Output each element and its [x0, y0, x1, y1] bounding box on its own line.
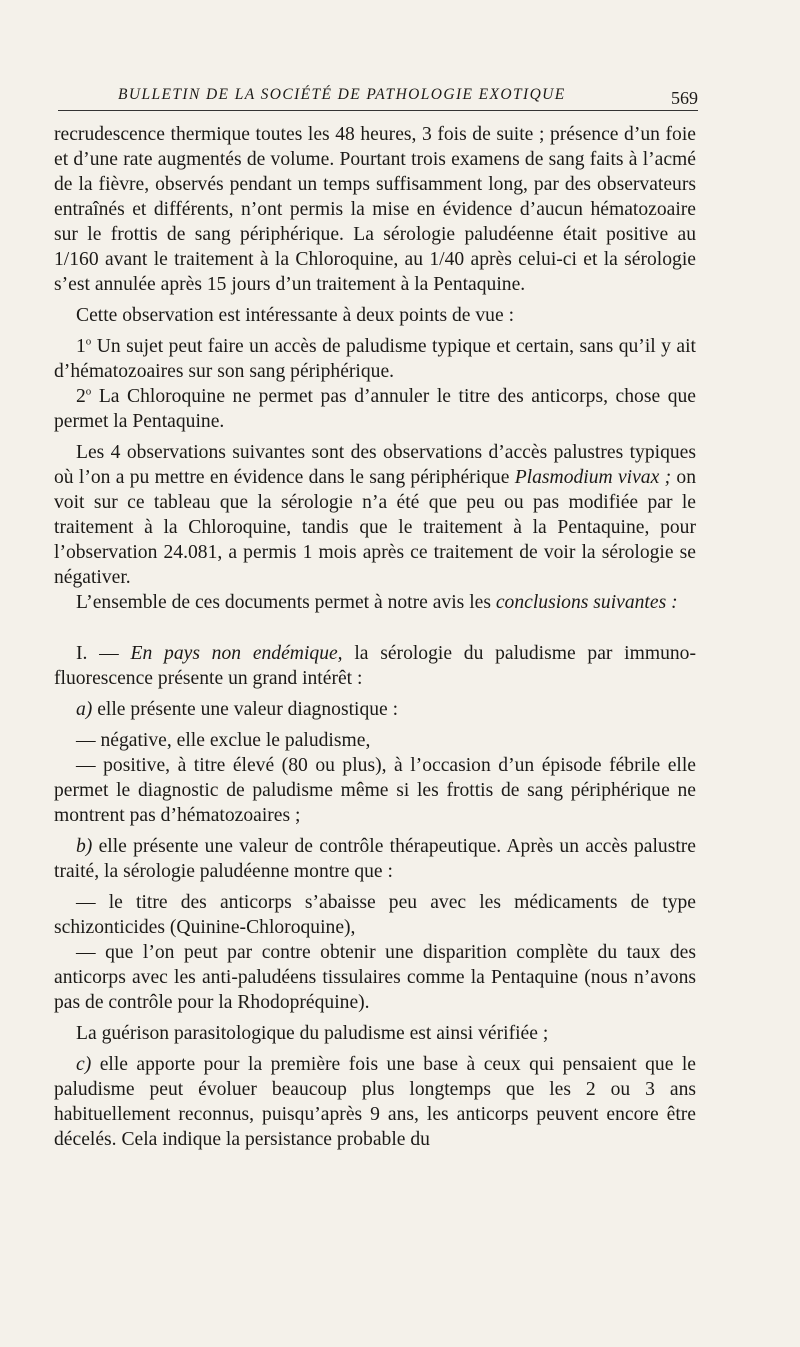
- paragraph-continuation: recrudescence thermique toutes les 48 heures, 3 fois de suite ; présence d’un foie et d’une rate augmentés de volume. Pourtant trois examens de sang faits à l’acmé de la fièvre, observés pendant un temps suffisamment long, par des observateurs entraînés et différents, n’ont permis la mise en évidence d’aucun hématozoaire sur le frottis de sang périphérique. La sérologie paludéenne était positive au 1/160 avant le traitement à la Chloroquine, au 1/40 après celui-ci et la sérologie s’est annulée après 15 jours d’un traitement à la Pentaquine.: [54, 124, 696, 295]
- item-letter: a): [76, 699, 93, 720]
- conclusions-heading: conclusions suivantes :: [495, 592, 678, 613]
- section-number: I. —: [76, 643, 131, 664]
- page-number: 569: [671, 88, 698, 108]
- item-letter: c): [76, 1054, 92, 1075]
- paragraph-section-1: [54, 641, 696, 691]
- body-text: [54, 122, 696, 1152]
- paragraph-observations: [54, 440, 696, 590]
- header-rule: [58, 110, 698, 111]
- page-header: [58, 82, 698, 116]
- text-run: elle apporte pour la première fois une base à ceux qui pensaient que le paludisme peut évoluer beaucoup plus longtemps que les 2 ou 3 ans habituellement reconnus, puisqu’après 9 ans, les anticorps peuvent encore être décelés. Cela indique la persistance probable du: [54, 1054, 696, 1150]
- paragraph-item-b: [54, 834, 696, 884]
- section-title: En pays non endémique,: [130, 643, 343, 664]
- paragraph-point-1: [54, 334, 696, 384]
- paragraph-item-a: [54, 697, 696, 722]
- text-run: on voit sur ce tableau que la sérologie n’a été que peu ou pas modifiée par le traitement à la Chloroquine, tandis que le traitement à la Pentaquine, pour l’observation 24.081, a permis 1 mois après ce traitement de voir la sérologie se négativer.: [54, 467, 697, 588]
- point-text: La Chloroquine ne permet pas d’annuler le titre des anticorps, chose que permet la Pentaquine.: [54, 386, 696, 432]
- paragraph-guerison: La guérison parasitologique du paludisme est ainsi vérifiée ;: [76, 1023, 549, 1044]
- point-text: Un sujet peut faire un accès de paludisme typique et certain, sans qu’il y ait d’hématozoaires sur son sang périphérique.: [54, 336, 696, 382]
- item-letter: b): [76, 836, 93, 857]
- paragraph-conclusions-intro: [54, 590, 696, 615]
- paragraph-observation-intro: Cette observation est intéressante à deux points de vue :: [76, 305, 515, 326]
- paragraph-point-2: [54, 384, 696, 434]
- point-number: 1: [76, 336, 86, 357]
- point-number: 2: [76, 386, 86, 407]
- paragraph-dash-positive: — positive, à titre élevé (80 ou plus), à l’occasion d’un épisode fébrile elle permet le diagnostic de paludisme même si les frottis de sang périphérique ne montrent pas d’hématozoaires ;: [54, 755, 696, 826]
- running-title: BULLETIN DE LA SOCIÉTÉ DE PATHOLOGIE EXOTIQUE: [118, 86, 566, 103]
- text-run: L’ensemble de ces documents permet à notre avis les: [76, 592, 496, 613]
- paragraph-dash-negative: — négative, elle exclue le paludisme,: [76, 730, 371, 751]
- ordinal-mark: o: [85, 335, 92, 348]
- ordinal-mark: o: [85, 385, 92, 398]
- paragraph-dash-disparition: — que l’on peut par contre obtenir une disparition complète du taux des anticorps avec les anti-paludéens tissulaires comme la Pentaquine (nous n’avons pas de contrôle pour la Rhodopréquine).: [54, 942, 696, 1013]
- species-name: Plasmodium vivax ;: [514, 467, 672, 488]
- text-run: Les 4 observations suivantes sont des observations d’accès palustres typiques où l’on a pu mettre en évidence dans le sang périphérique: [54, 442, 696, 488]
- paragraph-item-c: [54, 1052, 696, 1152]
- text-run: la sérologie du paludisme par immuno-fluorescence présente un grand intérêt :: [54, 643, 696, 689]
- paragraph-dash-titre: — le titre des anticorps s’abaisse peu avec les médicaments de type schizonticides (Quinine-Chloroquine),: [54, 892, 696, 938]
- text-run: elle présente une valeur de contrôle thérapeutique. Après un accès palustre traité, la sérologie paludéenne montre que :: [54, 836, 696, 882]
- text-run: elle présente une valeur diagnostique :: [92, 699, 399, 720]
